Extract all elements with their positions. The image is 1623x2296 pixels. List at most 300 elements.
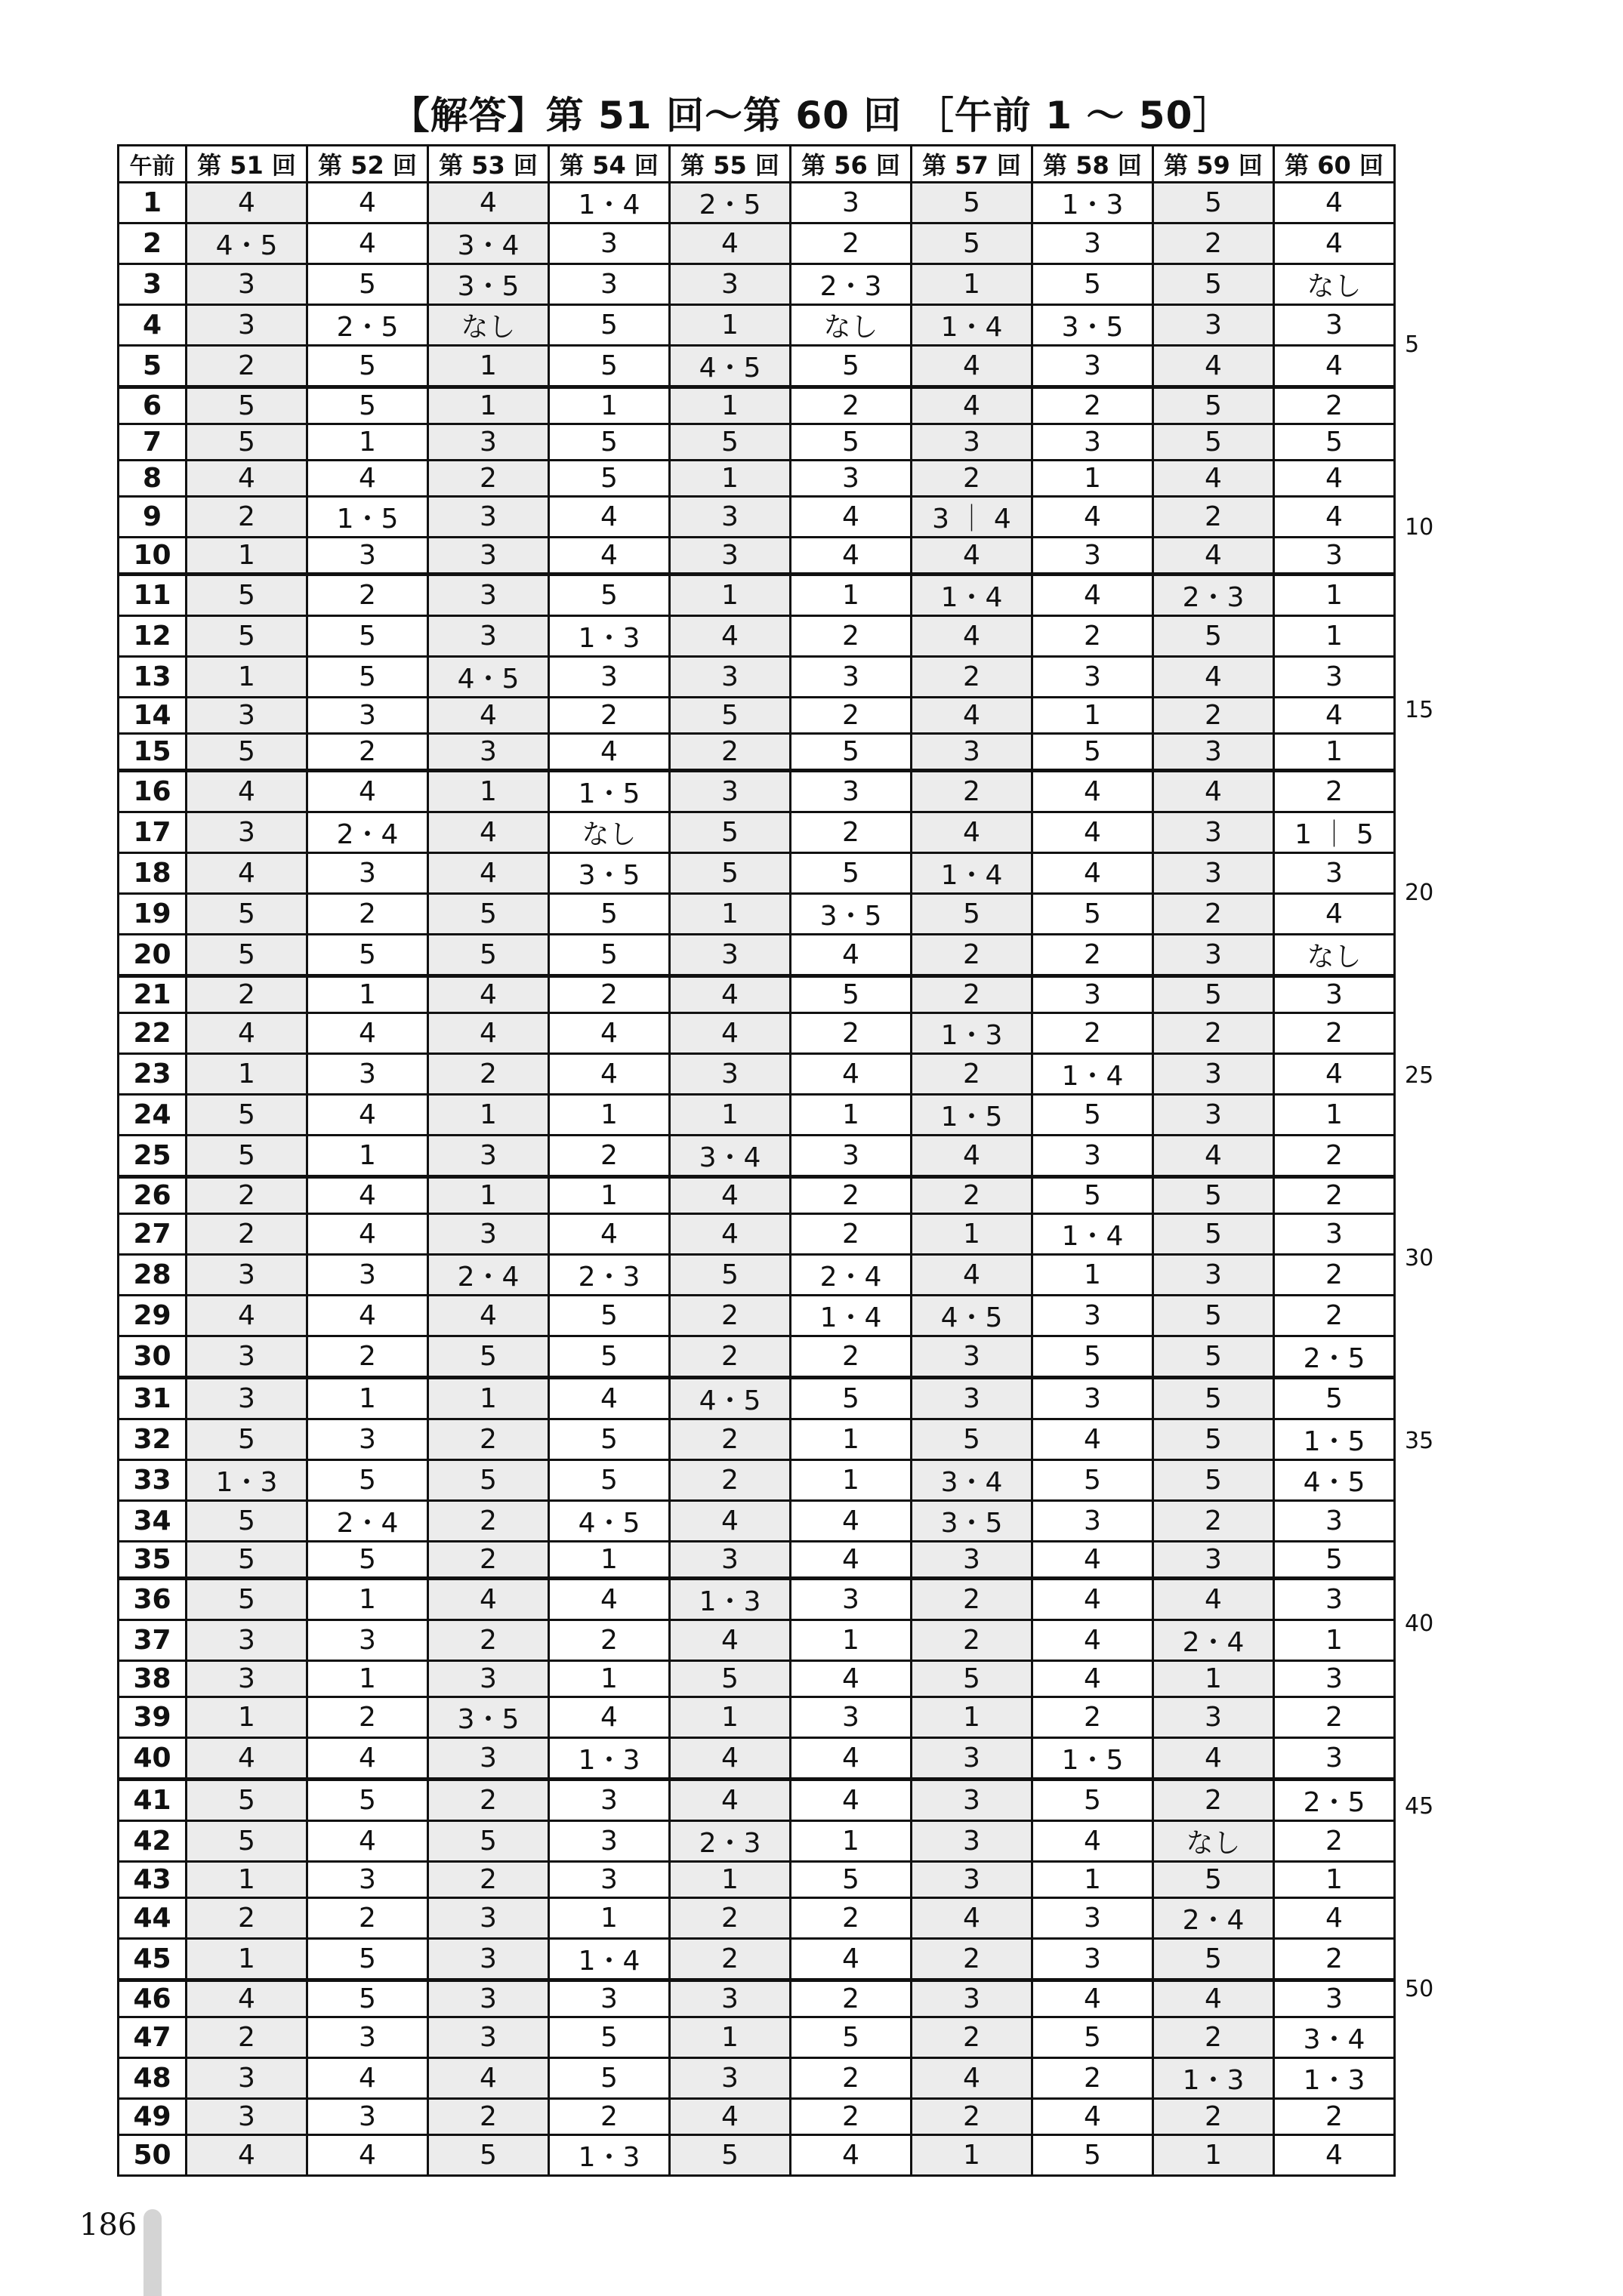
answer-cell: 3 [307, 2099, 428, 2135]
answer-cell: 3 [428, 734, 549, 771]
answer-cell: 1 [670, 1095, 791, 1136]
answer-cell: 4 [187, 183, 307, 223]
answer-cell: 4 [670, 1013, 791, 1054]
answer-cell: 3 [428, 497, 549, 538]
answer-cell: 1・3 [549, 1738, 670, 1780]
page-number: 186 [79, 2208, 137, 2242]
answer-cell: 2 [670, 1296, 791, 1336]
row-marker: 35 [1405, 1428, 1434, 1454]
question-number: 45 [119, 1939, 187, 1980]
answer-cell: 3 [1274, 657, 1395, 698]
answer-cell: 3 [549, 1821, 670, 1862]
row-marker: 20 [1405, 880, 1434, 906]
answer-cell: 2 [912, 461, 1032, 497]
answer-cell: 3 [428, 1939, 549, 1980]
answer-cell: 2 [549, 1620, 670, 1661]
answer-cell: 5 [307, 346, 428, 387]
answer-cell: 5 [670, 424, 791, 461]
answer-cell: 1 [549, 1542, 670, 1579]
answer-cell: 3 [1032, 1501, 1153, 1542]
answer-cell: 4 [1153, 1980, 1274, 2017]
table-row [119, 1214, 1395, 1255]
answer-cell: 3 [1274, 1501, 1395, 1542]
answer-cell: 3 [549, 1980, 670, 2017]
table-header-row [119, 146, 1395, 183]
answer-cell: 5 [1274, 1378, 1395, 1419]
column-header: 第 51 回 [187, 146, 307, 183]
answer-cell: 1 [549, 1177, 670, 1214]
table-row [119, 853, 1395, 894]
answer-cell: 3 [791, 1697, 912, 1738]
table-row [119, 1738, 1395, 1780]
answer-cell: 1 [912, 264, 1032, 305]
answer-cell: 5 [428, 1460, 549, 1501]
answer-cell: 4 [1274, 1054, 1395, 1095]
table-row [119, 2135, 1395, 2176]
answer-cell: 1 [307, 1661, 428, 1697]
table-body [119, 183, 1395, 2176]
answer-cell: 3 [791, 1579, 912, 1620]
answer-cell: 4 [912, 387, 1032, 424]
answer-table [117, 144, 1396, 2177]
page-edge-tab [143, 2209, 162, 2296]
table-row [119, 264, 1395, 305]
answer-cell: 3 [1032, 223, 1153, 264]
answer-cell: 4 [428, 1579, 549, 1620]
answer-cell: 1 [187, 1697, 307, 1738]
table-row [119, 1542, 1395, 1579]
answer-cell: 1・4 [549, 183, 670, 223]
answer-cell: 3 [1032, 657, 1153, 698]
table-row [119, 1780, 1395, 1821]
answer-cell: 4 [1032, 1419, 1153, 1460]
table-row [119, 497, 1395, 538]
answer-cell: 4 [791, 1054, 912, 1095]
answer-cell: 4 [187, 461, 307, 497]
question-number: 13 [119, 657, 187, 698]
question-number: 1 [119, 183, 187, 223]
answer-cell: 3 [307, 1054, 428, 1095]
answer-cell: 2 [428, 2099, 549, 2135]
answer-cell: 3 [307, 698, 428, 734]
table-row [119, 461, 1395, 497]
answer-cell: 2 [549, 1136, 670, 1177]
question-number: 4 [119, 305, 187, 346]
table-row [119, 2058, 1395, 2099]
answer-cell: 4 [307, 2058, 428, 2099]
answer-cell: 5 [1032, 1177, 1153, 1214]
answer-cell: 3 [1274, 853, 1395, 894]
answer-cell: 5 [187, 1579, 307, 1620]
answer-cell: 3 [307, 1862, 428, 1898]
question-number: 14 [119, 698, 187, 734]
answer-cell: 3 [1032, 1898, 1153, 1939]
question-number: 7 [119, 424, 187, 461]
answer-cell: 5 [1274, 424, 1395, 461]
answer-cell: 3 [670, 657, 791, 698]
column-header: 第 56 回 [791, 146, 912, 183]
table-row [119, 223, 1395, 264]
answer-cell: 5 [307, 935, 428, 976]
answer-cell: 3 [912, 1821, 1032, 1862]
answer-cell: 2 [1274, 2099, 1395, 2135]
answer-cell: 2・3 [549, 1255, 670, 1296]
answer-cell: 3 [912, 1542, 1032, 1579]
answer-cell: 2 [307, 1697, 428, 1738]
answer-cell: 2・4 [1153, 1620, 1274, 1661]
table-row [119, 2099, 1395, 2135]
answer-cell: 3 [912, 1378, 1032, 1419]
answer-cell: 2 [187, 2017, 307, 2058]
answer-cell: 1 [307, 1579, 428, 1620]
answer-cell: 2 [912, 1177, 1032, 1214]
answer-cell: 3 [1153, 1255, 1274, 1296]
answer-cell: 1・3 [1032, 183, 1153, 223]
answer-cell: 3・5 [549, 853, 670, 894]
answer-cell: 5 [1032, 734, 1153, 771]
table-row [119, 771, 1395, 812]
answer-cell: 5 [549, 1296, 670, 1336]
answer-cell: 2 [791, 1214, 912, 1255]
answer-cell: 1 [1032, 461, 1153, 497]
answer-cell: 1 [549, 1095, 670, 1136]
answer-cell: 3 [428, 1136, 549, 1177]
side-markers [1390, 0, 1450, 2291]
table-row [119, 424, 1395, 461]
answer-cell: 4 [549, 1697, 670, 1738]
answer-cell: 1・3 [1274, 2058, 1395, 2099]
answer-cell: 3 [549, 223, 670, 264]
answer-cell: 5 [912, 1419, 1032, 1460]
answer-cell: 2 [307, 575, 428, 616]
answer-cell: 4 [1153, 461, 1274, 497]
answer-cell: 5 [187, 734, 307, 771]
answer-cell: 1・4 [549, 1939, 670, 1980]
answer-cell: 3 [1274, 538, 1395, 575]
answer-cell: なし [791, 305, 912, 346]
answer-cell: 3・4 [1274, 2017, 1395, 2058]
answer-cell: 3 [1032, 346, 1153, 387]
question-number: 24 [119, 1095, 187, 1136]
table-row [119, 1336, 1395, 1378]
table-row [119, 2017, 1395, 2058]
answer-cell: 5 [307, 1780, 428, 1821]
answer-cell: 4 [912, 1898, 1032, 1939]
question-number: 10 [119, 538, 187, 575]
answer-cell: 2・4 [1153, 1898, 1274, 1939]
answer-cell: 3 [1032, 1296, 1153, 1336]
answer-cell: 4 [1032, 853, 1153, 894]
answer-cell: 4・5 [428, 657, 549, 698]
answer-cell: 3 [1274, 976, 1395, 1013]
answer-cell: 1・5 [912, 1095, 1032, 1136]
answer-cell: 2 [1153, 1501, 1274, 1542]
table-row [119, 1661, 1395, 1697]
question-number: 12 [119, 616, 187, 657]
answer-cell: 4 [791, 935, 912, 976]
answer-cell: 2 [912, 2099, 1032, 2135]
answer-cell: 1 [791, 575, 912, 616]
answer-cell: 3 [428, 1661, 549, 1697]
answer-cell: 1 [1274, 1862, 1395, 1898]
answer-cell: 5 [1032, 894, 1153, 935]
answer-cell: 3 ｜ 4 [912, 497, 1032, 538]
answer-cell: 3 [187, 305, 307, 346]
answer-cell: 4 [307, 183, 428, 223]
answer-cell: 4 [1032, 1579, 1153, 1620]
answer-cell: 1 [791, 1821, 912, 1862]
question-number: 44 [119, 1898, 187, 1939]
answer-cell: 1 [791, 1620, 912, 1661]
answer-cell: 4 [791, 538, 912, 575]
table-row [119, 387, 1395, 424]
answer-cell: 5 [187, 935, 307, 976]
answer-cell: 2 [307, 734, 428, 771]
table-row [119, 1697, 1395, 1738]
answer-cell: 3 [912, 734, 1032, 771]
answer-cell: 4 [912, 1255, 1032, 1296]
answer-cell: 2 [1153, 1780, 1274, 1821]
answer-cell: 5 [912, 894, 1032, 935]
answer-cell: 1 [1032, 698, 1153, 734]
answer-cell: 4 [428, 1296, 549, 1336]
answer-cell: なし [1274, 264, 1395, 305]
answer-cell: 4 [428, 976, 549, 1013]
answer-cell: 1 [187, 657, 307, 698]
answer-cell: 2 [1153, 2099, 1274, 2135]
answer-cell: 4 [307, 1095, 428, 1136]
answer-cell: 3 [428, 1214, 549, 1255]
answer-cell: 3 [1032, 1939, 1153, 1980]
answer-cell: 5 [1274, 1542, 1395, 1579]
answer-cell: 3 [307, 538, 428, 575]
answer-cell: 2 [791, 2058, 912, 2099]
answer-cell: 3 [791, 1136, 912, 1177]
row-marker: 50 [1405, 1975, 1434, 2002]
answer-cell: 2 [1032, 2058, 1153, 2099]
answer-cell: 2 [912, 935, 1032, 976]
answer-cell: 2 [1274, 1177, 1395, 1214]
answer-cell: 2 [307, 1336, 428, 1378]
question-number: 50 [119, 2135, 187, 2176]
table-row [119, 1013, 1395, 1054]
question-number: 27 [119, 1214, 187, 1255]
answer-cell: 5 [549, 575, 670, 616]
answer-cell: 4 [670, 976, 791, 1013]
answer-cell: 4 [791, 497, 912, 538]
answer-cell: 3 [1274, 305, 1395, 346]
answer-cell: 2 [187, 346, 307, 387]
answer-cell: 4・5 [1274, 1460, 1395, 1501]
answer-cell: 4 [791, 1780, 912, 1821]
question-number: 31 [119, 1378, 187, 1419]
answer-cell: 5 [428, 2135, 549, 2176]
row-marker: 5 [1405, 331, 1420, 358]
answer-cell: 4 [549, 497, 670, 538]
answer-cell: 4・5 [912, 1296, 1032, 1336]
answer-cell: 1・4 [791, 1296, 912, 1336]
table-row [119, 1939, 1395, 1980]
answer-cell: 4 [307, 2135, 428, 2176]
answer-cell: 3 [912, 1738, 1032, 1780]
answer-cell: 5 [791, 424, 912, 461]
column-header: 第 59 回 [1153, 146, 1274, 183]
question-number: 19 [119, 894, 187, 935]
answer-cell: 4 [1153, 657, 1274, 698]
answer-cell: 4 [1032, 1542, 1153, 1579]
answer-cell: 4・5 [670, 346, 791, 387]
question-number: 28 [119, 1255, 187, 1296]
answer-cell: 5 [187, 424, 307, 461]
answer-cell: 1 [791, 1419, 912, 1460]
answer-cell: 2 [912, 657, 1032, 698]
answer-cell: 1 [549, 1661, 670, 1697]
answer-cell: 2 [1153, 698, 1274, 734]
answer-cell: 4 [1032, 771, 1153, 812]
column-header: 第 54 回 [549, 146, 670, 183]
answer-cell: 3 [1153, 935, 1274, 976]
answer-cell: 5 [1153, 424, 1274, 461]
answer-cell: 5 [428, 1336, 549, 1378]
table-row [119, 976, 1395, 1013]
answer-cell: 3 [1032, 424, 1153, 461]
answer-cell: 3 [1153, 853, 1274, 894]
answer-cell: 2 [791, 616, 912, 657]
answer-cell: 4・5 [187, 223, 307, 264]
answer-cell: 2 [1274, 387, 1395, 424]
answer-cell: 1 [670, 1697, 791, 1738]
answer-cell: 3 [428, 2017, 549, 2058]
question-number: 37 [119, 1620, 187, 1661]
answer-cell: 4 [912, 538, 1032, 575]
question-number: 11 [119, 575, 187, 616]
answer-cell: 2 [912, 771, 1032, 812]
answer-cell: 3 [187, 2099, 307, 2135]
answer-cell: 1 [670, 894, 791, 935]
answer-cell: 3・4 [670, 1136, 791, 1177]
answer-cell: 3 [1274, 1980, 1395, 2017]
answer-cell: 2 [307, 894, 428, 935]
answer-cell: 3 [1032, 976, 1153, 1013]
answer-cell: 4 [428, 812, 549, 853]
question-number: 20 [119, 935, 187, 976]
answer-cell: 5 [670, 1661, 791, 1697]
answer-cell: 3 [187, 1255, 307, 1296]
answer-cell: 5 [1032, 2135, 1153, 2176]
answer-cell: 3 [307, 1419, 428, 1460]
answer-cell: 3 [1274, 1661, 1395, 1697]
answer-cell: 1 [549, 387, 670, 424]
answer-cell: 3 [549, 264, 670, 305]
answer-cell: 5 [549, 1419, 670, 1460]
answer-cell: 1 [670, 387, 791, 424]
answer-cell: 2・3 [791, 264, 912, 305]
answer-cell: 2 [912, 1054, 1032, 1095]
table-row [119, 698, 1395, 734]
answer-cell: 3 [912, 1780, 1032, 1821]
answer-cell: 3 [1032, 538, 1153, 575]
table-row [119, 657, 1395, 698]
row-marker: 45 [1405, 1793, 1434, 1820]
answer-cell: 4 [1032, 1661, 1153, 1697]
answer-cell: 1 [428, 771, 549, 812]
answer-cell: 3 [791, 183, 912, 223]
answer-cell: 3 [187, 1620, 307, 1661]
answer-cell: 1 [307, 1136, 428, 1177]
answer-cell: 3 [307, 853, 428, 894]
table-row [119, 1980, 1395, 2017]
answer-cell: 2 [187, 1214, 307, 1255]
answer-cell: 4 [187, 1296, 307, 1336]
answer-cell: 2 [912, 2017, 1032, 2058]
answer-cell: 3 [428, 538, 549, 575]
answer-cell: 1 [1274, 1620, 1395, 1661]
question-number: 25 [119, 1136, 187, 1177]
answer-cell: 2 [791, 387, 912, 424]
answer-cell: 2・5 [1274, 1336, 1395, 1378]
answer-cell: 4 [549, 1214, 670, 1255]
answer-cell: 5 [187, 1780, 307, 1821]
table-row [119, 1255, 1395, 1296]
answer-cell: 5 [670, 853, 791, 894]
answer-cell: 5 [1153, 387, 1274, 424]
answer-cell: 2 [428, 1620, 549, 1661]
answer-cell: 2 [791, 1013, 912, 1054]
answer-cell: 5 [187, 616, 307, 657]
answer-cell: 4 [1153, 538, 1274, 575]
answer-cell: 3 [912, 1980, 1032, 2017]
question-number: 42 [119, 1821, 187, 1862]
answer-cell: 2・4 [307, 812, 428, 853]
answer-cell: 3 [670, 497, 791, 538]
column-header: 第 53 回 [428, 146, 549, 183]
question-number: 35 [119, 1542, 187, 1579]
answer-cell: 2 [1274, 1255, 1395, 1296]
answer-cell: 5 [549, 461, 670, 497]
answer-cell: 4 [1274, 1898, 1395, 1939]
question-number: 22 [119, 1013, 187, 1054]
answer-cell: 3 [1274, 1579, 1395, 1620]
question-number: 26 [119, 1177, 187, 1214]
answer-cell: 5 [307, 264, 428, 305]
table-row [119, 812, 1395, 853]
answer-cell: 5 [791, 976, 912, 1013]
table-row [119, 734, 1395, 771]
answer-cell: 2 [428, 461, 549, 497]
answer-cell: 3 [428, 424, 549, 461]
answer-cell: 3 [307, 2017, 428, 2058]
answer-cell: 2 [670, 1460, 791, 1501]
question-number: 49 [119, 2099, 187, 2135]
answer-cell: 2 [1032, 616, 1153, 657]
answer-cell: 2 [670, 1336, 791, 1378]
question-number: 39 [119, 1697, 187, 1738]
question-number: 48 [119, 2058, 187, 2099]
answer-cell: 5 [549, 346, 670, 387]
answer-cell: 4 [791, 1501, 912, 1542]
answer-cell: 3 [428, 1898, 549, 1939]
answer-cell: 1 ｜ 5 [1274, 812, 1395, 853]
answer-cell: 5 [791, 2017, 912, 2058]
table-row [119, 1501, 1395, 1542]
column-header: 第 57 回 [912, 146, 1032, 183]
answer-cell: 4 [1032, 1980, 1153, 2017]
answer-cell: 2 [307, 1898, 428, 1939]
answer-cell: 4 [670, 2099, 791, 2135]
answer-cell: 2・4 [307, 1501, 428, 1542]
answer-cell: 4 [791, 2135, 912, 2176]
answer-cell: 4 [670, 1620, 791, 1661]
